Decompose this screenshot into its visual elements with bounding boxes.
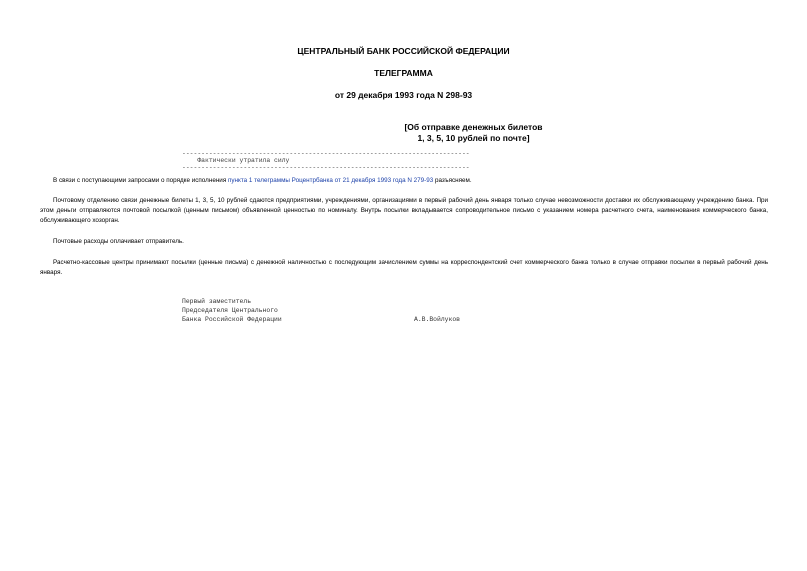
subject-line-2: 1, 3, 5, 10 рублей по почте] (417, 133, 530, 143)
signatory-title-line-2: Председателя Центрального (182, 307, 278, 314)
document-date-heading: от 29 декабря 1993 года N 298-93 (334, 90, 473, 100)
paragraph-3: Почтовые расходы оплачивает отправитель. (53, 238, 184, 245)
paragraph-1-text-before: В связи с поступающими запросами о порядке исполнения (53, 177, 228, 184)
paragraph-1 (40, 176, 768, 186)
issuer-heading: ЦЕНТРАЛЬНЫЙ БАНК РОССИЙСКОЙ ФЕДЕРАЦИИ (297, 46, 510, 56)
document-subject (70, 122, 807, 144)
subject-line-1: [Об отправке денежных билетов (404, 122, 543, 132)
paragraph-2: Почтовому отделению связи денежные билеты 1, 3, 5, 10 рублей сдаются предприятиями, учреждениями, организациями в первый рабочий день января только случае невозможности доставки их обслуживающему учреждению банка. При этом деньги отправляются почтовой посылкой (ценным письмом) объявленной ценностью по номиналу. Внутрь посылки вкладывается сопроводительное письмо с указанием номера расчетного счета, наименования коммерческого банка, обслуживающего хозорган. (40, 197, 768, 224)
paragraph-4: Расчетно-кассовые центры принимают посылки (ценные письма) с денежной наличностью с последующим зачислением суммы на корреспондентский счет коммерческого банка только в случае отправки посылки в первый рабочий день января. (40, 259, 768, 276)
status-rule-top: --------------------------------------------------------------------------- (182, 150, 470, 157)
referenced-telegram-link[interactable]: пункта 1 телеграммы Роцентрбанка от 21 декабря 1993 года N 279-93 (227, 177, 434, 184)
document-type-heading: ТЕЛЕГРАММА (374, 68, 433, 78)
status-text: Фактически утратила силу (182, 157, 290, 164)
signatory-name: А.В.Войлуков (414, 316, 461, 323)
signatory-title-line-1: Первый заместитель (182, 298, 252, 305)
status-rule-bottom: --------------------------------------------------------------------------- (182, 164, 470, 171)
paragraph-1-text-after: разъясняем. (433, 177, 472, 184)
signatory-title-line-3: Банка Российской Федерации (182, 316, 282, 323)
